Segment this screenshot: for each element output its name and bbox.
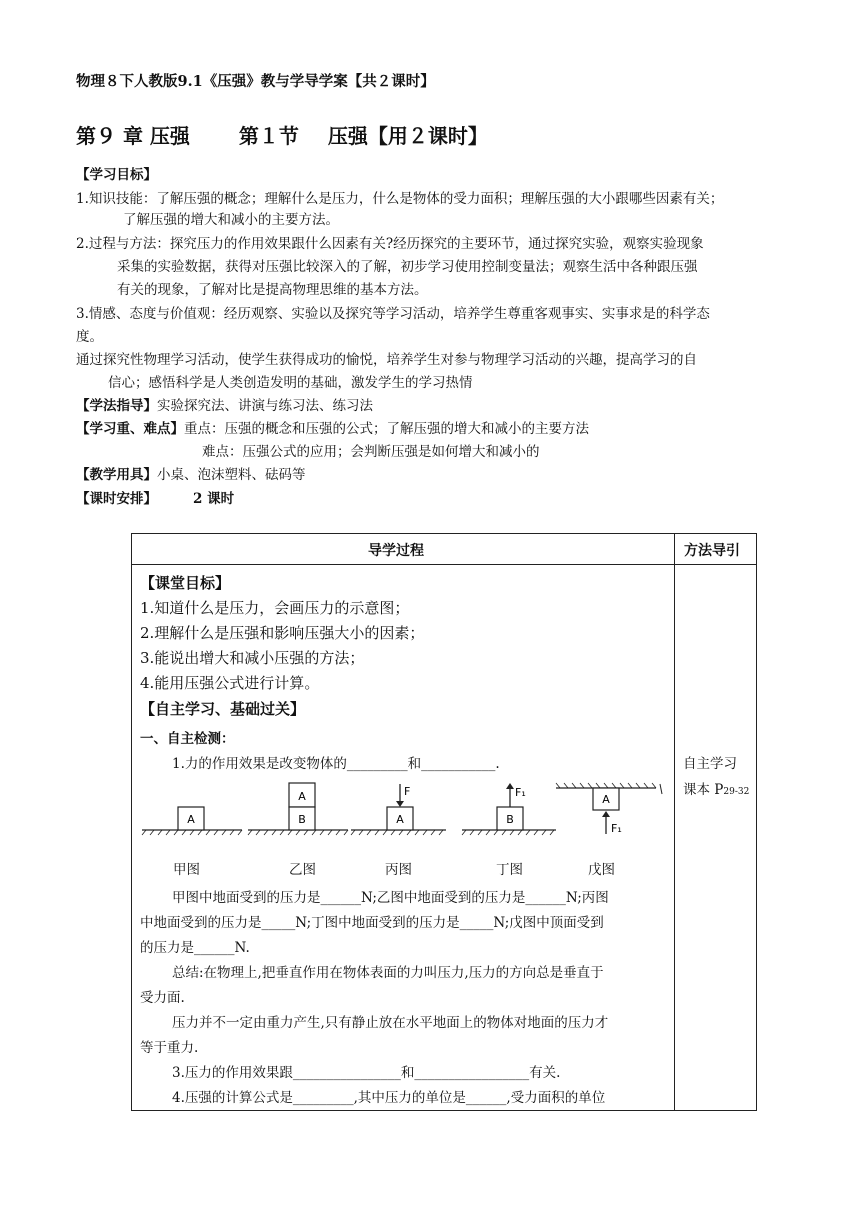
table-column-divider: [674, 533, 675, 1111]
svg-text:B: B: [298, 813, 306, 826]
svg-text:B: B: [506, 813, 514, 826]
chapter-title: 第９ 章 压强: [76, 124, 190, 148]
goal-1: 1.知道什么是压力，会画压力的示意图；: [140, 599, 410, 617]
schedule-text: 2 课时: [193, 491, 235, 507]
diagram-bing: [351, 784, 446, 835]
objective-3b: 度。: [76, 329, 103, 345]
textbook-pages: 29-32: [723, 787, 750, 797]
goal-3: 3.能说出增大和减小压强的方法；: [140, 649, 365, 667]
fig-label-wu: 戊图: [588, 862, 615, 878]
tools-row: [76, 463, 306, 483]
keypoints-difficult: 难点：压强公式的应用；会判断压强是如何增大和减小的: [202, 444, 540, 460]
svg-text:F₁: F₁: [515, 786, 526, 799]
svg-text:A: A: [298, 790, 306, 803]
table-header-divider: [131, 564, 757, 565]
fig-label-jia: 甲图: [173, 862, 200, 878]
objectives-heading: 【学习目标】: [76, 167, 157, 183]
svg-text:F₁: F₁: [611, 822, 622, 835]
fig-label-yi: 乙图: [289, 862, 316, 878]
note-b: 等于重力.: [140, 1040, 199, 1056]
section-topic: 压强【用２课时】: [327, 124, 488, 148]
keypoints-key: 重点：压强的概念和压强的公式；了解压强的增大和减小的主要方法: [184, 421, 589, 437]
schedule-row: [76, 487, 234, 507]
self-check-heading: 一、自主检测：: [140, 731, 235, 747]
keypoints-row: [76, 417, 589, 437]
goal-4: 4.能用压强公式进行计算。: [140, 674, 320, 692]
objective-4b: 信心；感悟科学是人类创造发明的基础，激发学生的学习热情: [108, 375, 473, 391]
note-a: 压力并不一定由重力产生,只有静止放在水平地面上的物体对地面的压力才: [172, 1015, 609, 1031]
objective-2a: 2.过程与方法：探究压力的作用效果跟什么因素有关?经历探究的主要环节，通过探究实验，观察实验现象: [76, 236, 704, 252]
tools-text: 小桌、泡沫塑料、砝码等: [157, 467, 306, 483]
fig-label-bing: 丙图: [385, 862, 412, 878]
method-textbook: [683, 778, 749, 798]
objective-2c: 有关的现象，了解对比是提高物理思维的基本方法。: [117, 282, 428, 298]
svg-text:A: A: [396, 813, 404, 826]
method-label: 【学法指导】: [76, 398, 157, 414]
diagram-wu: [556, 783, 662, 835]
tools-label: 【教学用具】: [76, 467, 157, 483]
objective-4a: 通过探究性物理学习活动，使学生获得成功的愉悦，培养学生对参与物理学习活动的兴趣，提高学习的自: [76, 352, 697, 368]
svg-text:A: A: [602, 793, 610, 806]
svg-text:F: F: [404, 785, 411, 798]
method-text: 实验探究法、讲演与练习法、练习法: [157, 398, 373, 414]
force-diagrams: [136, 770, 672, 842]
summary-b: 受力面.: [140, 990, 185, 1006]
table-header-process: 导学过程: [368, 543, 424, 559]
objective-1a: 1.知识技能：了解压强的概念；理解什么是压力，什么是物体的受力面积；理解压强的大小跟哪些因素有关；: [76, 191, 724, 207]
fig-label-ding: 丁图: [496, 862, 523, 878]
self-study-heading: 【自主学习、基础过关】: [140, 700, 306, 718]
section-number: 第１节: [238, 124, 299, 148]
diagram-jia: [142, 807, 242, 835]
question-2a: 甲图中地面受到的压力是______N;乙图中地面受到的压力是______N;丙图: [172, 890, 609, 906]
method-self-study: 自主学习: [683, 756, 737, 772]
objective-1b: 了解压强的增大和减小的主要方法。: [123, 212, 339, 228]
class-goals-heading: 【课堂目标】: [140, 574, 231, 592]
block-a-letter: A: [187, 813, 195, 826]
chapter-heading: [76, 120, 498, 149]
method-row: [76, 394, 373, 414]
diagram-ding: [462, 783, 556, 835]
question-2c: 的压力是______N.: [140, 940, 250, 956]
textbook-pages-label: 课本 P: [683, 782, 724, 798]
table-header-method: 方法导引: [684, 543, 740, 559]
question-4: 4.压强的计算公式是_________,其中压力的单位是______,受力面积的单位: [172, 1090, 606, 1106]
diagram-yi: [248, 783, 348, 835]
schedule-label: 【课时安排】: [76, 491, 157, 507]
objective-3a: 3.情感、态度与价值观：经历观察、实验以及探究等学习活动，培养学生尊重客观事实、实事求是的科学态: [76, 306, 710, 322]
question-1: 1.力的作用效果是改变物体的_________和___________.: [172, 756, 500, 772]
question-2b: 中地面受到的压力是_____N;丁图中地面受到的压力是_____N;戊图中顶面受到: [140, 915, 604, 931]
objective-2b: 采集的实验数据，获得对压强比较深入的了解，初步学习使用控制变量法；观察生活中各种跟压强: [117, 259, 698, 275]
document-title: 物理８下人教版9.1《压强》教与学导学案【共２课时】: [76, 73, 435, 90]
summary-a: 总结:在物理上,把垂直作用在物体表面的力叫压力,压力的方向总是垂直于: [172, 965, 604, 981]
question-3: 3.压力的作用效果跟________________和_________________有关.: [172, 1065, 561, 1081]
keypoints-label: 【学习重、难点】: [76, 421, 184, 437]
goal-2: 2.理解什么是压强和影响压强大小的因素；: [140, 624, 425, 642]
